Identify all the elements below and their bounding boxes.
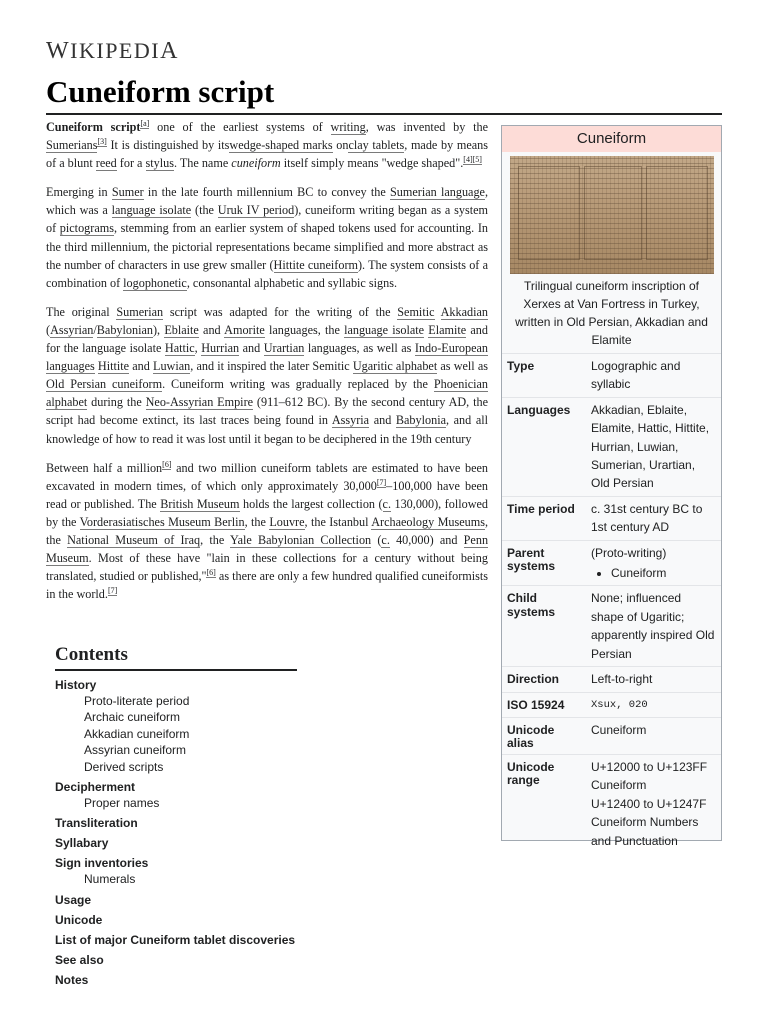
link-sumer[interactable]: Sumer <box>111 185 144 200</box>
row-unicode-range <box>502 754 721 853</box>
link-elamite[interactable]: Elamite <box>428 322 467 337</box>
link-eblaite[interactable]: Eblaite <box>164 322 199 337</box>
toc-item-transliteration[interactable]: Transliteration <box>55 816 138 831</box>
text: during the <box>87 395 146 410</box>
link-circa[interactable]: c. <box>382 496 392 511</box>
text: ). The system consists of a combination of <box>46 257 488 290</box>
intro-paragraph-1 <box>46 118 488 172</box>
row-direction <box>502 667 721 692</box>
text: script was adapted for the writing of the <box>163 304 398 319</box>
text: languages, as well as <box>304 341 415 356</box>
type-value-link[interactable]: Logographic and syllabic <box>591 359 681 392</box>
row-label: Type <box>502 354 586 398</box>
text: , and all knowledge of how to read it was lost until it began to be deciphered in the 19th century <box>46 413 489 446</box>
text: (911–612 BC). By the second century AD, the script had become extinct, its last traces being found in <box>46 395 488 428</box>
intro-paragraph-2 <box>46 183 488 292</box>
intro-paragraph-4 <box>46 459 488 604</box>
toc-subitem[interactable]: Assyrian cuneiform <box>84 743 187 758</box>
text: Between half a million <box>46 460 163 475</box>
row-label: Child systems <box>502 586 586 667</box>
toc-list <box>55 678 297 988</box>
text: ), cuneiform writing began as a system of <box>46 203 488 236</box>
toc-subitem[interactable]: Numerals <box>84 872 136 887</box>
toc-item-syllabary[interactable]: Syllabary <box>55 836 109 851</box>
row-value: None; influenced shape of Ugaritic; apparently inspired Old Persian <box>586 586 721 667</box>
footnote-link[interactable]: [6] <box>162 459 172 469</box>
row-parent-systems <box>502 540 721 586</box>
link-amorite[interactable]: Amorite <box>224 322 265 337</box>
text: . Most of these have "lain in these collections for a century without being translated, studied or published," <box>46 551 488 584</box>
toc-item-notes[interactable]: Notes <box>55 972 89 987</box>
footnote-link[interactable]: [7] <box>376 477 387 487</box>
text: and <box>129 359 153 374</box>
text: , the Istanbul <box>304 514 372 529</box>
link-penn-museum[interactable]: Penn Museum <box>46 532 489 566</box>
toc-item-unicode[interactable]: Unicode <box>55 912 103 927</box>
wordmark-last: A <box>160 38 179 64</box>
row-value <box>586 540 721 586</box>
footnote-link[interactable]: [4][5] <box>463 155 482 165</box>
inscription-image[interactable] <box>510 156 714 274</box>
toc-subitem[interactable]: Akkadian cuneiform <box>84 726 190 741</box>
text: / <box>93 322 97 337</box>
toc-item-usage[interactable]: Usage <box>55 892 92 907</box>
text: (the <box>191 203 218 218</box>
link-pictograms[interactable]: pictograms <box>59 221 114 236</box>
text: The original <box>46 304 117 319</box>
text: –100,000 have been read or published. The <box>46 478 489 511</box>
text: 40,000) and <box>389 532 464 547</box>
wikipedia-wordmark[interactable] <box>46 38 179 65</box>
text: on <box>332 138 349 153</box>
footnote-link[interactable]: [7] <box>107 586 118 596</box>
italic-term: cuneiform <box>231 156 281 171</box>
toc-item-sign-inventories[interactable]: Sign inventories <box>55 856 149 871</box>
row-label: Languages <box>502 397 586 496</box>
text: , the <box>244 514 270 529</box>
row-label: Time period <box>502 496 586 540</box>
link-uruk-iv[interactable]: Uruk IV period <box>217 203 295 218</box>
row-iso <box>502 692 721 717</box>
link-clay-tablets[interactable]: clay tablets <box>348 138 405 153</box>
footnote-link[interactable]: [6] <box>206 568 216 578</box>
row-type <box>502 354 721 398</box>
text: as well as <box>437 359 489 374</box>
link-indo-european[interactable]: Indo-European languages <box>46 341 488 374</box>
wordmark-rest: IKIPEDI <box>70 38 161 63</box>
toc-item-see-also[interactable]: See also <box>55 952 104 967</box>
text: and two million cuneiform tablets are estimated to have been excavated in modern times, of which only approximately 30,000 <box>46 460 488 493</box>
link-hurrian[interactable]: Hurrian <box>201 341 240 356</box>
text: and <box>369 413 396 428</box>
parent-child-item: • Cuneiform <box>611 564 716 582</box>
row-value <box>586 354 721 398</box>
text: , which was a <box>46 185 489 218</box>
text: holds the largest collection ( <box>239 496 383 511</box>
link-circa[interactable]: c. <box>381 532 390 547</box>
footnote-link[interactable]: [a] <box>140 118 150 128</box>
row-value: Cuneiform <box>586 717 721 754</box>
range-value-1: U+12000 to U+123FF Cuneiform <box>591 759 708 793</box>
link-ugaritic-alphabet[interactable]: Ugaritic alphabet <box>352 359 438 374</box>
text: , the <box>200 532 230 547</box>
row-time-period <box>502 496 721 540</box>
row-label: Parent systems <box>502 540 586 586</box>
link-language-isolate[interactable]: language isolate <box>111 203 192 218</box>
row-label: Unicode alias <box>502 717 586 754</box>
text: It is distinguished by its <box>106 138 230 153</box>
link-yale-babylonian[interactable]: Yale Babylonian Collection <box>229 532 372 547</box>
link-stylus[interactable]: stylus <box>145 156 174 171</box>
toc-subitem[interactable]: Derived scripts <box>84 759 164 774</box>
parent-child-list <box>591 564 716 582</box>
link-urartian[interactable]: Urartian <box>263 341 305 356</box>
bold-term: Cuneiform script <box>46 120 141 134</box>
wordmark-first: W <box>46 38 71 64</box>
toc-subitem[interactable]: Proto-literate period <box>84 694 190 708</box>
text: 130,000), followed by the <box>46 496 488 529</box>
row-value: Left-to-right <box>586 667 721 692</box>
intro-paragraph-3 <box>46 303 488 448</box>
infobox-title: Cuneiform <box>502 126 721 152</box>
link-british-museum[interactable]: British Museum <box>160 496 240 511</box>
row-label: Direction <box>502 667 586 692</box>
link-hittite-cuneiform[interactable]: Hittite cuneiform <box>273 257 358 272</box>
text: one of the earliest systems of <box>149 120 331 134</box>
row-languages <box>502 397 721 496</box>
row-label: ISO 15924 <box>502 692 586 717</box>
text: , the <box>46 514 489 547</box>
text: , stemming from an earlier system of shaped tokens used for accounting. In the third millennium, the pictorial representations became simplified and more abstract as the number of characters in use grew smaller ( <box>46 221 488 272</box>
link-phoenician-alphabet[interactable]: Phoenician alphabet <box>46 377 488 410</box>
text: in the late fourth millennium BC to convey the <box>143 185 390 200</box>
text: for a <box>116 156 146 171</box>
link-vorderasiatisches-museum[interactable]: Vorderasiatisches Museum Berlin <box>79 514 245 529</box>
text: ), <box>153 322 165 337</box>
link-sumerian-language[interactable]: Sumerian language <box>390 185 485 200</box>
link-sumerians[interactable]: Sumerians <box>46 138 98 153</box>
toc-item-list[interactable]: List of major Cuneiform tablet discoveries <box>55 932 296 947</box>
text: ( <box>371 532 382 547</box>
text: languages, the <box>264 322 345 337</box>
row-unicode-alias <box>502 717 721 754</box>
row-child-systems <box>502 586 721 667</box>
link-louvre[interactable]: Louvre <box>269 514 305 529</box>
link-babylonia[interactable]: Babylonia <box>395 413 446 428</box>
row-label: Unicode range <box>502 754 586 853</box>
text: , and it inspired the later Semitic <box>190 359 353 374</box>
text: , consonantal alphabetic and syllabic signs. <box>186 275 397 290</box>
link-sumerian[interactable]: Sumerian <box>116 304 164 319</box>
toc-subitem[interactable]: Archaic cuneiform <box>84 710 181 725</box>
toc-item-decipherment[interactable]: Decipherment <box>55 780 136 795</box>
link-wedge-shaped[interactable]: wedge-shaped marks <box>229 138 333 153</box>
toc-subitem[interactable]: Proper names <box>84 796 160 811</box>
toc-item-history[interactable]: History <box>55 678 97 692</box>
text: itself simply means "wedge shaped". <box>280 156 464 171</box>
footnote-link[interactable]: [3] <box>97 137 107 147</box>
row-value: c. 31st century BC to 1st century AD <box>586 496 721 540</box>
link-hittite[interactable]: Hittite <box>97 359 130 374</box>
link-assyria[interactable]: Assyria <box>331 413 370 428</box>
title-divider <box>46 113 722 115</box>
row-value <box>586 754 721 853</box>
link-reed[interactable]: reed <box>95 156 117 171</box>
image-caption: Trilingual cuneiform inscription of Xerxes at Van Fortress in Turkey, written in Old Persian, Akkadian and Elamite <box>515 279 708 347</box>
text: ( <box>46 322 51 337</box>
infobox <box>501 125 722 848</box>
table-of-contents <box>55 644 297 988</box>
link-national-museum-iraq[interactable]: National Museum of Iraq <box>67 532 201 547</box>
link-neo-assyrian-empire[interactable]: Neo-Assyrian Empire <box>145 395 254 410</box>
text: , was invented by the <box>365 120 488 134</box>
row-value: Akkadian, Eblaite, Elamite, Hattic, Hittite, Hurrian, Luwian, Sumerian, Urartian, Old Persian <box>586 397 721 496</box>
text: and <box>239 341 264 356</box>
text: . Cuneiform writing was gradually replaced by the <box>162 377 434 392</box>
link-akkadian[interactable]: Akkadian <box>440 304 488 319</box>
inscription-panel <box>646 166 708 260</box>
text: as there are only a few hundred qualified cuneiformists in the world. <box>46 569 488 602</box>
link-old-persian-cuneiform[interactable]: Old Persian cuneiform <box>46 377 163 392</box>
link-logophonetic[interactable]: logophonetic <box>123 275 187 290</box>
text <box>435 305 441 319</box>
infobox-table <box>502 353 721 853</box>
link-language-isolate[interactable]: language isolate <box>344 322 425 337</box>
range-value-2: U+12400 to U+1247F Cuneiform Numbers and Punctuation <box>591 796 707 848</box>
text: , <box>194 341 202 356</box>
link-luwian[interactable]: Luwian <box>153 359 191 374</box>
parent-value: (Proto-writing) <box>591 545 667 560</box>
text: and for the language isolate <box>46 322 488 356</box>
article-body <box>46 118 488 614</box>
link-hattic[interactable]: Hattic <box>164 341 195 356</box>
text: , made by means of a blunt <box>46 138 489 171</box>
inscription-panel <box>584 166 642 260</box>
link-writing[interactable]: writing <box>330 120 366 134</box>
inscription-panel <box>518 166 580 260</box>
link-semitic[interactable]: Semitic <box>397 304 435 319</box>
text: Emerging in <box>46 185 112 200</box>
link-babylonian[interactable]: Babylonian <box>96 322 153 337</box>
row-value: Xsux, 020 <box>586 692 721 717</box>
toc-title: Contents <box>55 644 297 671</box>
page-title: Cuneiform script <box>46 74 275 109</box>
link-archaeology-museums[interactable]: Archaeology Museums <box>371 514 485 529</box>
link-assyrian[interactable]: Assyrian <box>50 322 94 337</box>
text: . The name <box>173 156 232 171</box>
text: and <box>198 322 225 337</box>
